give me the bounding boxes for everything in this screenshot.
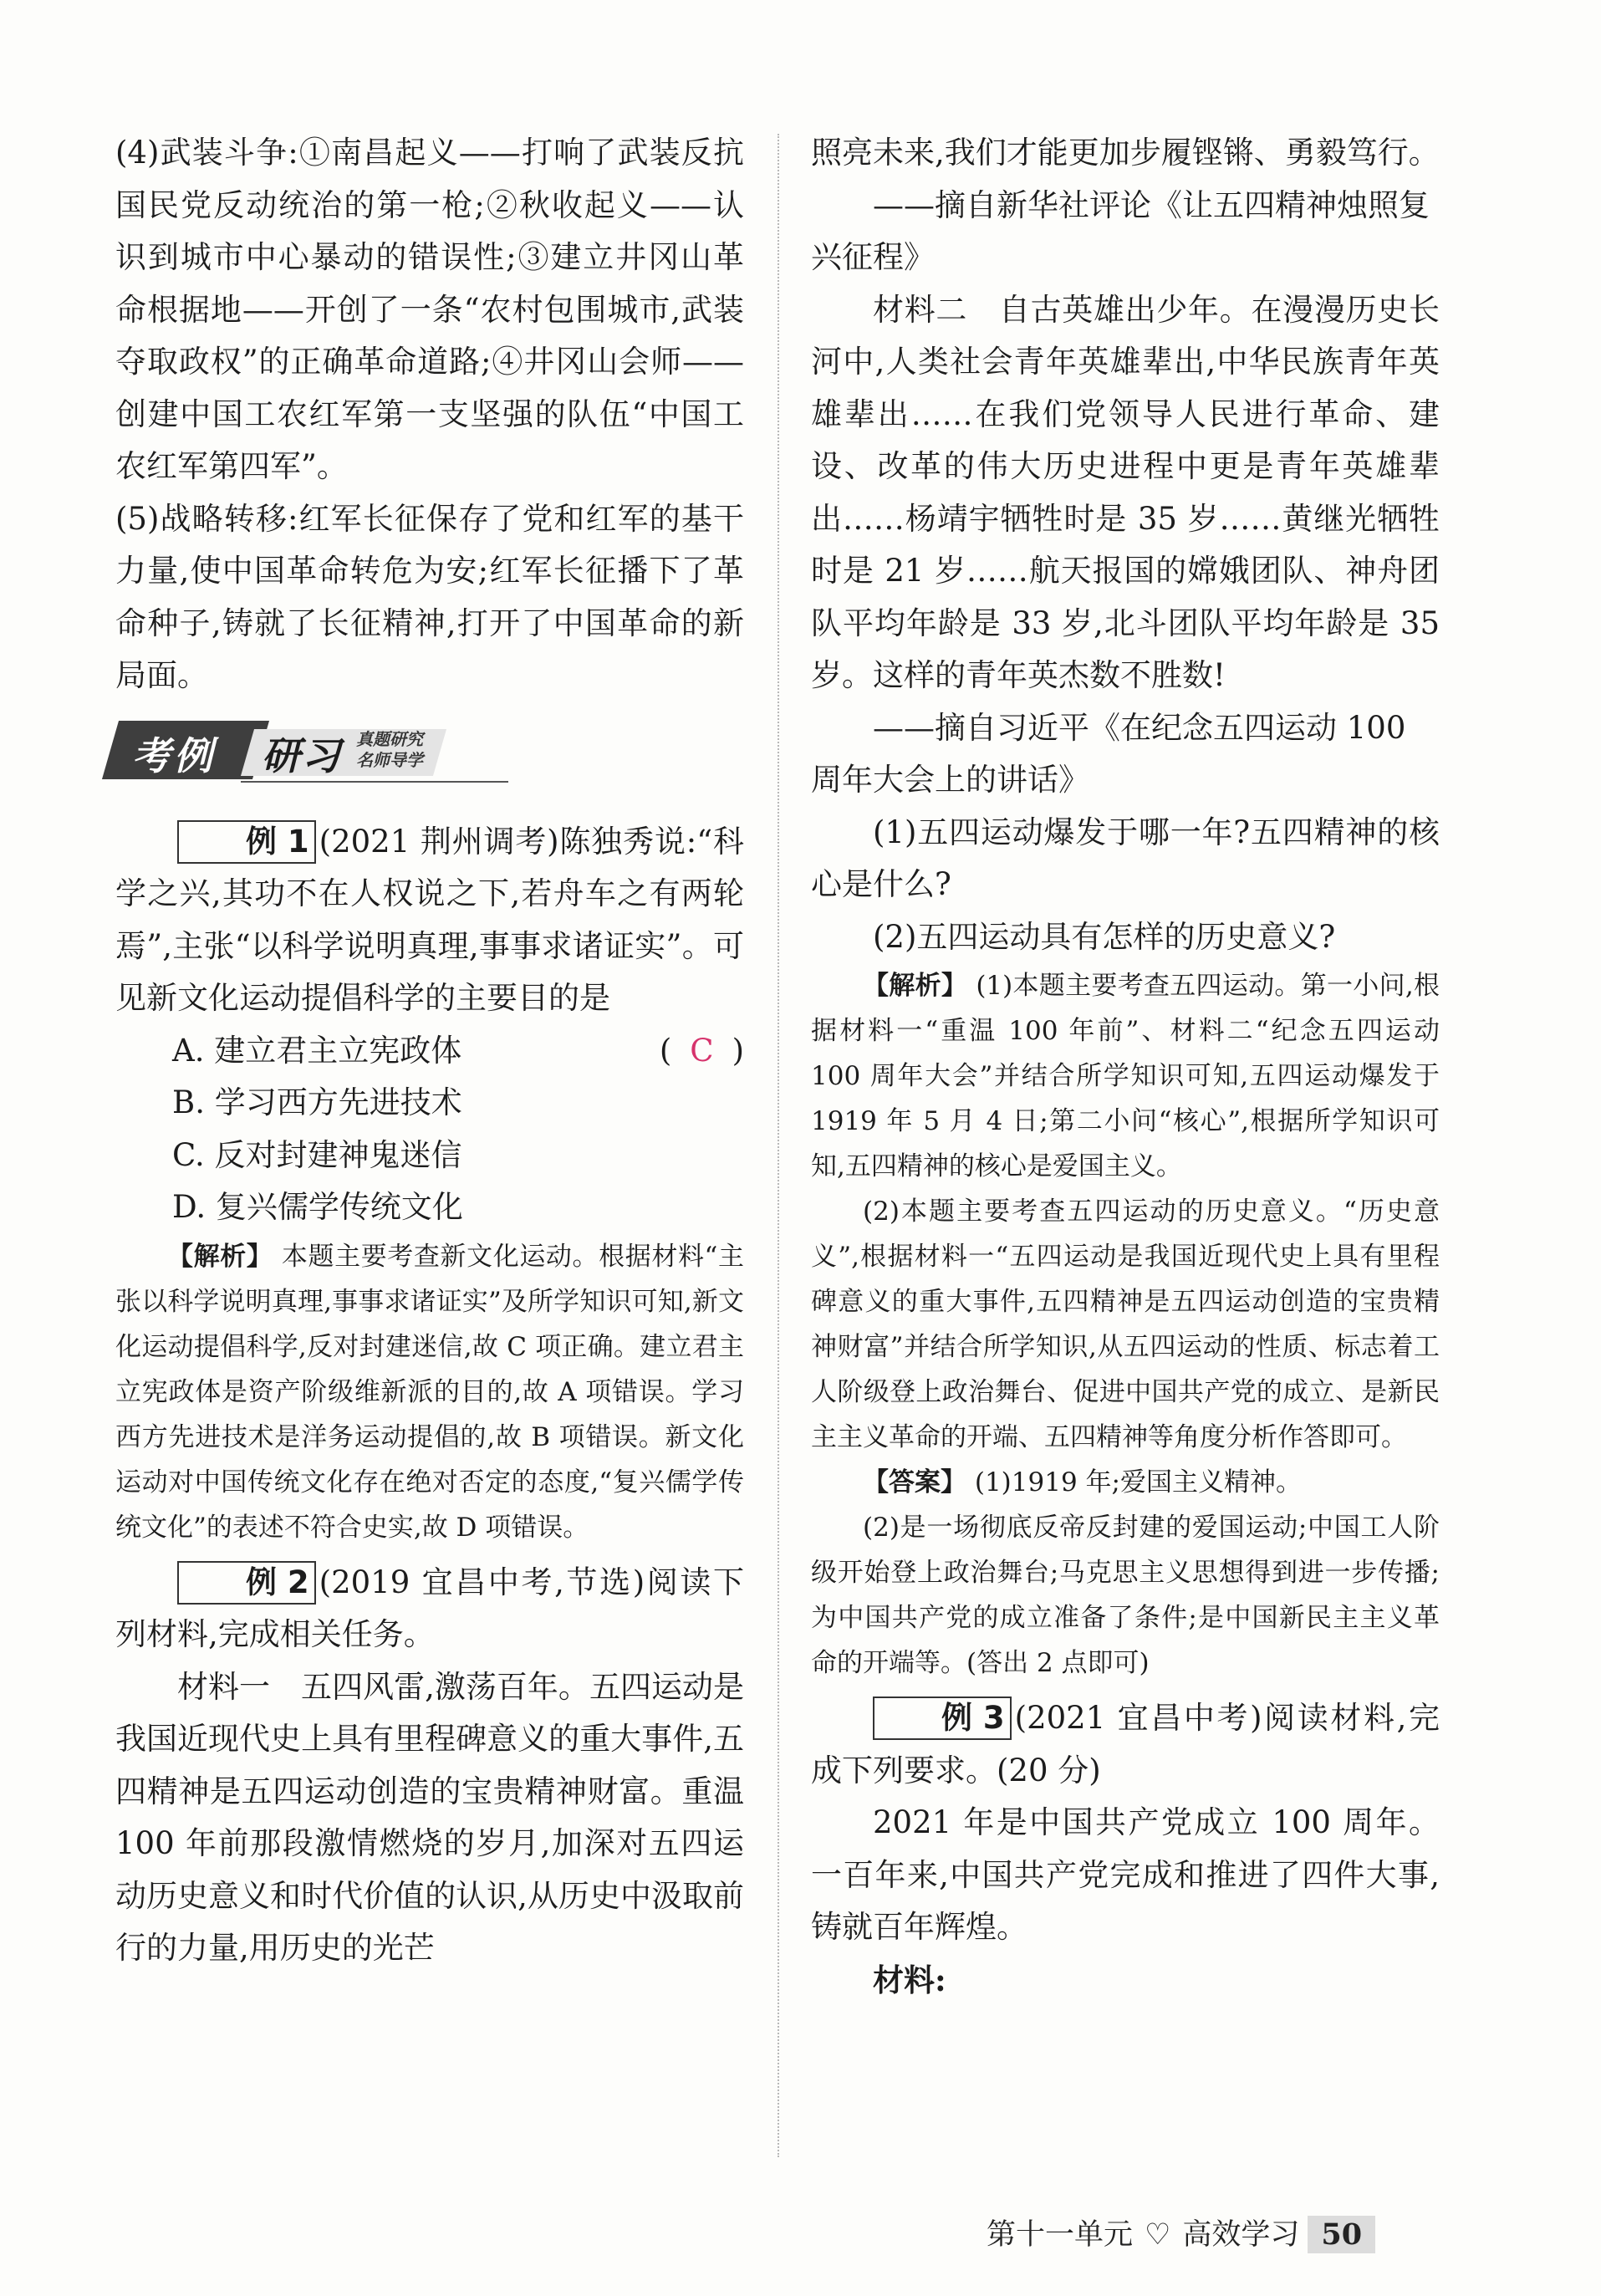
example-2-answer-1: [811, 1460, 1440, 1505]
option-b: B. 学习西方先进技术: [172, 1084, 462, 1120]
example-1-label: 例 1: [177, 820, 316, 864]
paragraph-strategic-transfer: (5)战略转移:红军长征保存了党和红军的基干力量,使中国革命转危为安;红军长征播下了革命种子,铸就了长征精神,打开了中国革命的新局面。: [115, 500, 744, 693]
analysis-text-1: (1)本题主要考查五四运动。第一小问,根据材料一“重温 100 年前”、材料二“纪念五四运动 100 周年大会”并结合所学知识可知,五四运动爆发于 1919 年 5 月 4 日;第二小问“核心”,根据所学知识可知,五四精神的核心是爱国主义。: [811, 971, 1440, 1181]
banner-sub1: 真题研究: [356, 728, 423, 749]
analysis-tag: 【解析】: [167, 1241, 273, 1272]
example-3-stem: [811, 1692, 1440, 1797]
example-1-answer: C: [690, 1032, 714, 1069]
right-column: [811, 127, 1440, 2006]
page-number: 50: [1308, 2216, 1375, 2253]
example-3-text: (2021 宜昌中考)阅读材料,完成下列要求。(20 分): [811, 1700, 1440, 1788]
example-2-label: 例 2: [177, 1561, 316, 1605]
example-2-answer-2: (2)是一场彻底反帝反封建的爱国运动;中国工人阶级开始登上政治舞台;马克思主义思想得到进一步传播;为中国共产党的成立准备了条件;是中国新民主主义革命的开端等。(答出 2 点即可): [811, 1513, 1440, 1678]
footer-unit: 第十一单元: [987, 2218, 1134, 2252]
banner-underline: [241, 781, 508, 783]
question-1: (1)五四运动爆发于哪一年?五四精神的核心是什么?: [811, 814, 1440, 902]
analysis-tag: 【解析】: [863, 971, 968, 1001]
analysis-text: 本题主要考查新文化运动。根据材料“主张以科学说明真理,事事求诸证实”及所学知识可知,新文化运动提倡科学,反对封建迷信,故 C 项正确。建立君主立宪政体是资产阶级维新派的目的,故 A 项错误。学习西方先进技术是洋务运动提倡的,故 B 项错误。新文化运动对中国传统文化存在绝对否定的态度,“复兴儒学传统文化”的表述不符合史实,故 D 项错误。: [115, 1241, 744, 1543]
example-1-text: (2021 荆州调考)陈独秀说:“科学之兴,其功不在人权说之下,若舟车之有两轮焉”,主张“以科学说明真理,事事求诸证实”。可见新文化运动提倡科学的主要目的是: [115, 823, 744, 1016]
left-column: [115, 127, 744, 1975]
footer-title: 高效学习: [1182, 2218, 1300, 2252]
example-2-text: (2019 宜昌中考,节选)阅读下列材料,完成相关任务。: [115, 1564, 744, 1652]
heart-icon: ♡: [1145, 2218, 1171, 2252]
answer-text-1: (1)1919 年;爱国主义精神。: [974, 1467, 1302, 1498]
banner-tag-kaoli: 考例: [132, 732, 216, 778]
answer-tag: 【答案】: [863, 1467, 966, 1498]
example-2-analysis-1: [811, 963, 1440, 1189]
example-3-paragraph: 2021 年是中国共产党成立 100 周年。一百年来,中国共产党完成和推进了四件大事,铸就百年辉煌。: [811, 1804, 1440, 1945]
material-1-source: ——摘自新华社评论《让五四精神烛照复兴征程》: [811, 186, 1430, 275]
material-2-source: ——摘自习近平《在纪念五四运动 100 周年大会上的讲话》: [811, 709, 1406, 798]
option-a: A. 建立君主立宪政体: [172, 1032, 462, 1069]
example-3-label: 例 3: [873, 1696, 1012, 1740]
question-2: (2)五四运动具有怎样的历史意义?: [873, 918, 1336, 955]
banner-tag-yanxi: 研习: [262, 732, 342, 778]
material-1: 材料一 五四风雷,激荡百年。五四运动是我国近现代史上具有里程碑意义的重大事件,五四精神是五四运动创造的宝贵精神财富。重温 100 年前那段激情燃烧的岁月,加深对五四运动历史意义和时代价值的认识,从历史中汲取前行的力量,用历史的光芒: [115, 1668, 744, 1966]
column-divider: [778, 134, 779, 2157]
example-3-material-label: 材料:: [873, 1961, 946, 1998]
banner-subtitle: [356, 729, 423, 771]
example-2-stem: [115, 1557, 744, 1661]
paragraph-armed-struggle: (4)武装斗争:①南昌起义——打响了武装反抗国民党反动统治的第一枪;②秋收起义——认识到城市中心暴动的错误性;③建立井冈山革命根据地——开创了一条“农村包围城市,武装夺取政权”的正确革命道路;④井冈山会师——创建中国工农红军第一支坚强的队伍“中国工农红军第四军”。: [115, 135, 744, 484]
example-1-analysis: [115, 1234, 744, 1550]
material-2: 材料二 自古英雄出少年。在漫漫历史长河中,人类社会青年英雄辈出,中华民族青年英雄辈出……在我们党领导人民进行革命、建设、改革的伟大历史进程中更是青年英雄辈出……杨靖宇牺牲时是 35 岁……黄继光牺牲时是 21 岁……航天报国的嫦娥团队、神舟团队平均年龄是 33 岁,北斗团队平均年龄是 35 岁。这样的青年英杰数不胜数!: [811, 291, 1440, 693]
page-footer: [987, 2212, 1375, 2253]
banner-sub2: 名师导学: [356, 749, 423, 770]
example-1-answer-bracket: ( C ): [659, 1032, 744, 1069]
option-d: D. 复兴儒学传统文化: [172, 1189, 463, 1225]
material-1-continued: 照亮未来,我们才能更加步履铿锵、勇毅笃行。: [811, 135, 1440, 171]
section-banner: [115, 707, 744, 801]
option-c: C. 反对封建神鬼迷信: [172, 1136, 462, 1173]
example-2-analysis-2: (2)本题主要考查五四运动的历史意义。“历史意义”,根据材料一“五四运动是我国近现代史上具有里程碑意义的重大事件,五四精神是五四运动创造的宝贵精神财富”并结合所学知识,从五四运动的性质、标志着工人阶级登上政治舞台、促进中国共产党的成立、是新民主主义革命的开端、五四精神等角度分析作答即可。: [811, 1196, 1440, 1452]
